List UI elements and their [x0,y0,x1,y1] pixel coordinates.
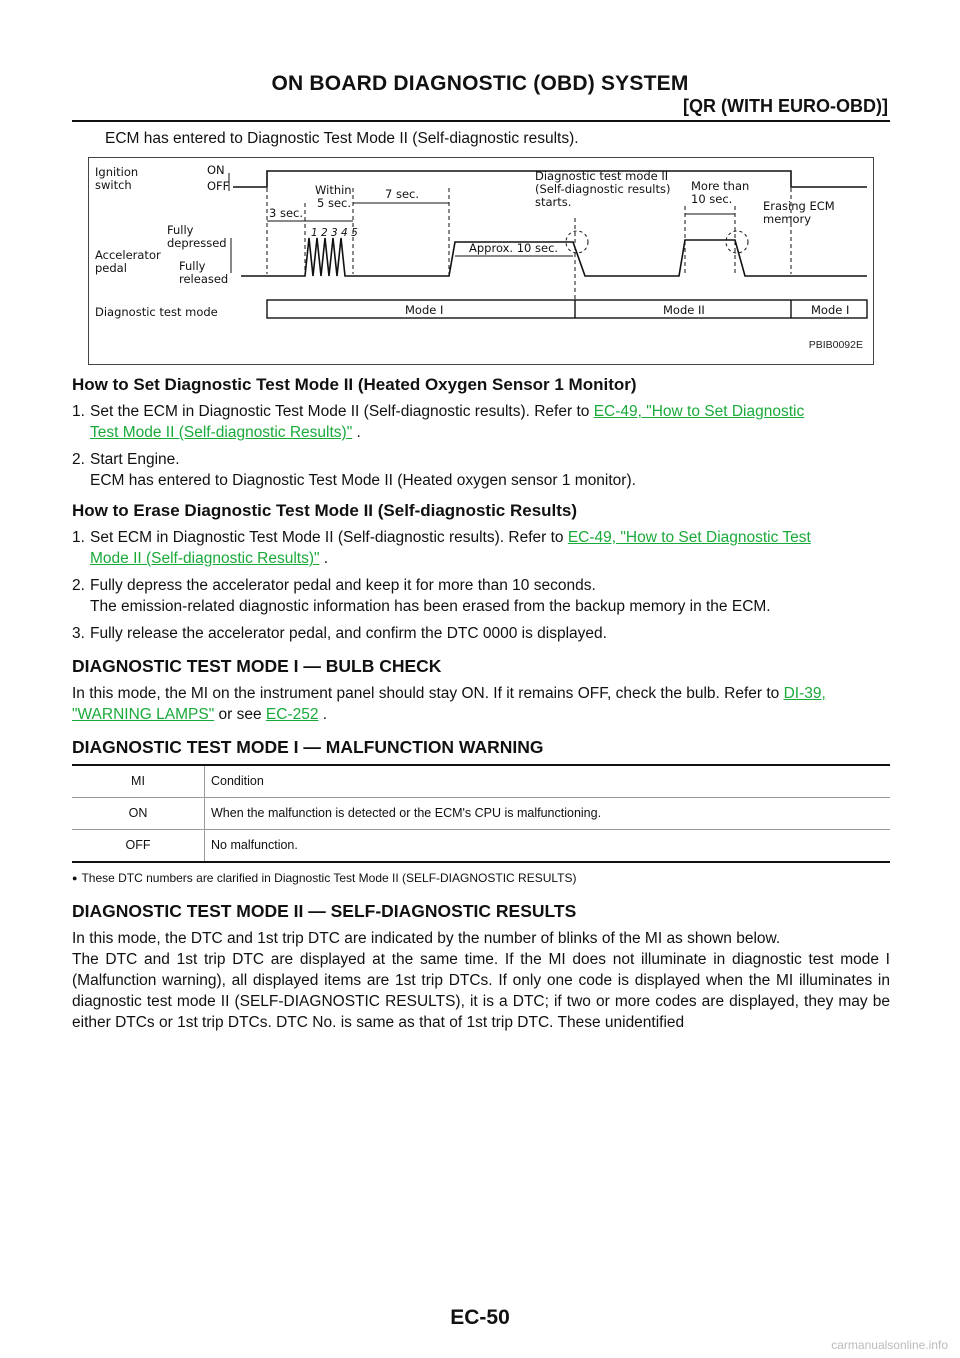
mode-2-label: Mode II [663,303,705,317]
label-mode2-starts-3: starts. [535,195,572,209]
bulb-check-mid: or see [214,706,266,723]
label-accelerator-2: pedal [95,261,127,275]
watermark: carmanualsonline.info [831,1338,948,1352]
label-3-sec: 3 sec. [269,206,304,220]
step-text: Fully depress the accelerator pedal and keep it for more than 10 seconds. [90,577,596,594]
link-ec-49-cont[interactable]: Test Mode II (Self-diagnostic Results)" [90,424,353,441]
bulb-check-tail: . [318,706,328,723]
link-ec-252[interactable]: EC-252 [265,706,319,723]
page-content [72,128,890,1033]
label-within-1: Within [315,183,352,197]
label-within-2: 5 sec. [317,196,352,210]
note-text: These DTC numbers are clarified in Diagnostic Test Mode II (SELF-DIAGNOSTIC RESULTS) [81,871,577,885]
intro-text: ECM has entered to Diagnostic Test Mode II (Self-diagnostic results). [105,130,579,147]
label-mode2-starts-2: (Self-diagnostic results) [535,182,671,196]
link-di-39[interactable]: DI-39, [783,685,826,702]
heated-o2-step-1 [72,401,890,443]
mode-bar [267,300,867,318]
label-diag-test-mode: Diagnostic test mode [95,305,218,319]
label-accelerator-1: Accelerator [95,248,161,262]
label-approx-10-sec: Approx. 10 sec. [469,241,559,255]
step-tail: . [352,424,361,441]
heading-erase: How to Erase Diagnostic Test Mode II (Self-diagnostic Results) [72,501,578,520]
link-ec-49[interactable]: EC-49, "How to Set Diagnostic Test [567,529,811,546]
label-count: 1 2 3 4 5 [311,227,358,239]
figure-code: PBIB0092E [808,339,863,351]
label-fully-depressed-2: depressed [167,236,227,250]
label-fully-released-1: Fully [179,259,206,273]
table-note [72,868,890,889]
step-number: 1. [72,403,85,420]
label-erasing-2: memory [763,212,812,226]
page-title: ON BOARD DIAGNOSTIC (OBD) SYSTEM [271,72,689,95]
cell-condition: When the malfunction is detected or the ECM's CPU is malfunctioning. [205,798,891,830]
link-warning-lamps[interactable]: "WARNING LAMPS" [72,706,215,723]
bulb-check-body: In this mode, the MI on the instrument panel should stay ON. If it remains OFF, check the bulb. Refer to [72,685,784,702]
mi-condition-table [72,764,890,863]
timing-diagram-svg [89,158,875,366]
cell-mi: OFF [72,830,205,863]
self-diag-paragraph: The DTC and 1st trip DTC are displayed at the same time. If the MI does not illuminate in diagnostic test mode I (Malfunction warning), all displayed items are 1st trip DTCs. If only one code is displayed when the MI illuminates in diagnostic test mode II (SELF-DIAGNOSTIC RESULTS), it is a DTC; if two or more codes are displayed, they may be either DTCs or 1st trip DTCs. DTC No. is same as that of 1st trip DTC. These unidentified [72,951,890,1031]
self-diag-line1: In this mode, the DTC and 1st trip DTC are indicated by the number of blinks of the MI as shown below. [72,930,781,947]
step-text: Set the ECM in Diagnostic Test Mode II (Self-diagnostic results). Refer to [90,403,594,420]
heading-self-diagnostic: DIAGNOSTIC TEST MODE II — SELF-DIAGNOSTIC RESULTS [72,901,577,921]
label-fully-released-2: released [179,272,229,286]
step-number: 2. [72,577,85,594]
erase-step-3 [72,623,890,644]
label-ignition-2: switch [95,178,132,192]
erase-step-2 [72,575,890,617]
bulb-check-text [72,683,890,725]
timing-diagram [88,157,874,365]
col-header-condition: Condition [205,765,891,798]
label-fully-depressed-1: Fully [167,223,194,237]
step-number: 1. [72,529,85,546]
table-header-row [72,765,890,798]
step-tail: . [319,550,329,567]
label-7-sec: 7 sec. [385,187,420,201]
table-row [72,798,890,830]
step-text: Set ECM in Diagnostic Test Mode II (Self-diagnostic results). Refer to [90,529,568,546]
step-text: Fully release the accelerator pedal, and confirm the DTC 0000 is displayed. [90,625,607,642]
mode-1-label-a: Mode I [405,303,444,317]
step-text-2: ECM has entered to Diagnostic Test Mode II (Heated oxygen sensor 1 monitor). [90,472,636,489]
bullet-icon: ● [72,873,78,883]
label-more-than-2: 10 sec. [691,192,733,206]
heading-malfunction-warning: DIAGNOSTIC TEST MODE I — MALFUNCTION WARNING [72,737,544,757]
label-more-than-1: More than [691,179,750,193]
label-mode2-starts-1: Diagnostic test mode II [535,169,669,183]
page-number: EC-50 [450,1306,510,1329]
section-tag: [QR (WITH EURO-OBD)] [683,96,888,116]
col-header-mi: MI [72,765,205,798]
link-ec-49-cont[interactable]: Mode II (Self-diagnostic Results)" [90,550,320,567]
erase-step-1 [72,527,890,569]
label-erasing-1: Erasing ECM [763,199,835,213]
link-ec-49[interactable]: EC-49, "How to Set Diagnostic [593,403,805,420]
cell-mi: ON [72,798,205,830]
step-text: Start Engine. [90,451,180,468]
step-number: 3. [72,625,85,642]
heated-o2-step-2 [72,449,890,491]
heated-o2-steps [72,401,890,491]
step-number: 2. [72,451,85,468]
heading-heated-o2: How to Set Diagnostic Test Mode II (Heated Oxygen Sensor 1 Monitor) [72,375,637,394]
erase-steps [72,527,890,644]
step-text-2: The emission-related diagnostic information has been erased from the backup memory in the ECM. [90,598,771,615]
heading-bulb-check: DIAGNOSTIC TEST MODE I — BULB CHECK [72,656,442,676]
header-rule [72,120,890,122]
label-ignition-1: Ignition [95,165,139,179]
label-off: OFF [207,179,230,193]
mode-1-label-b: Mode I [811,303,850,317]
table-row [72,830,890,863]
cell-condition: No malfunction. [205,830,891,863]
label-on: ON [207,163,225,177]
